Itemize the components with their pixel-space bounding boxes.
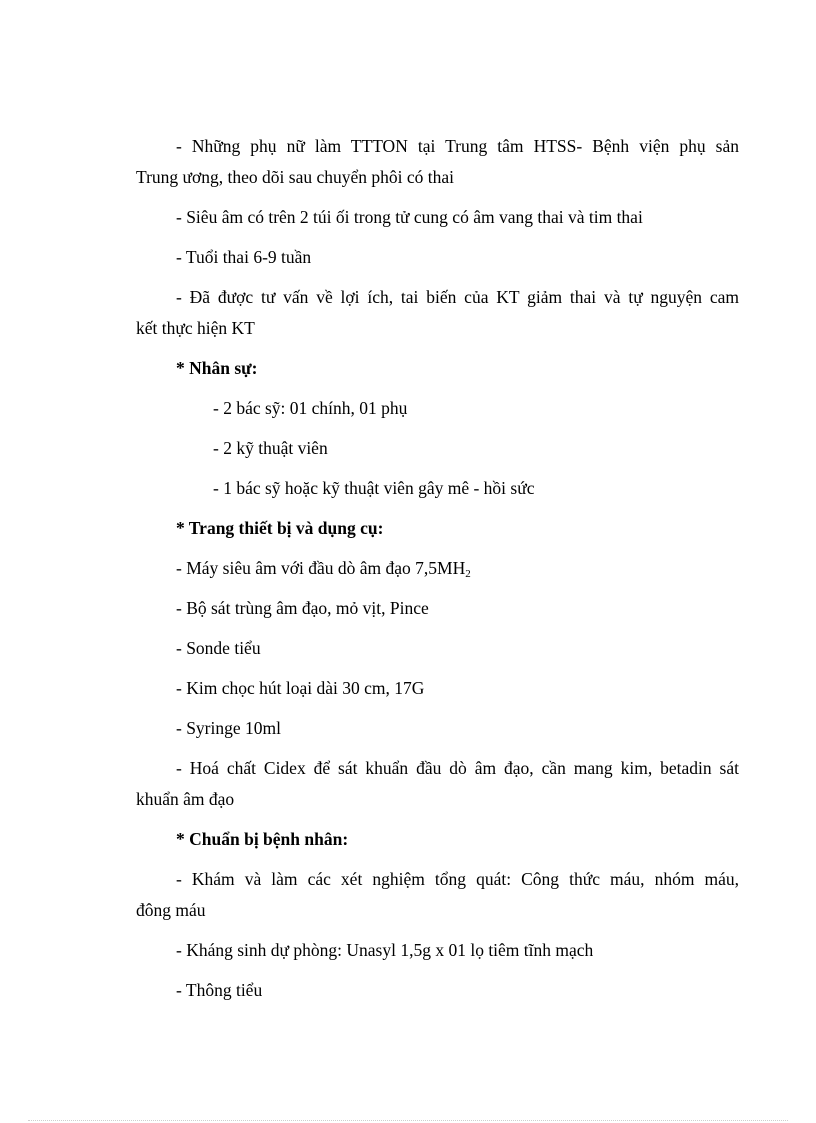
patient-prep-item: - Kháng sinh dự phòng: Unasyl 1,5g x 01 lọ tiêm tĩnh mạch bbox=[176, 940, 594, 960]
staff-heading: * Nhân sự: bbox=[176, 358, 258, 378]
patient-prep-item: - Thông tiểu bbox=[176, 980, 263, 1000]
criteria-item-1 bbox=[136, 131, 739, 193]
ultrasound-text: - Máy siêu âm với đầu dò âm đạo 7,5MH bbox=[176, 558, 466, 578]
criteria-item-2: - Siêu âm có trên 2 túi ối trong tử cung có âm vang thai và tim thai bbox=[176, 207, 643, 227]
criteria-item-1-line-2: Trung ương, theo dõi sau chuyển phôi có thai bbox=[136, 167, 454, 187]
patient-prep-exam bbox=[136, 864, 739, 926]
equipment-item: - Bộ sát trùng âm đạo, mỏ vịt, Pince bbox=[176, 598, 429, 618]
criteria-item-4-line-2: kết thực hiện KT bbox=[136, 318, 255, 338]
page-bottom-divider bbox=[28, 1120, 788, 1121]
equipment-heading: * Trang thiết bị và dụng cụ: bbox=[176, 518, 384, 538]
patient-prep-heading: * Chuẩn bị bệnh nhân: bbox=[176, 829, 349, 849]
criteria-item-1-line-1: - Những phụ nữ làm TTTON tại Trung tâm HTSS- Bệnh viện phụ sản bbox=[176, 136, 739, 156]
equipment-item-ultrasound bbox=[136, 553, 739, 584]
chemicals-line-1: - Hoá chất Cidex để sát khuẩn đầu dò âm đạo, cần mang kim, betadin sát bbox=[176, 758, 739, 778]
equipment-item: - Kim chọc hút loại dài 30 cm, 17G bbox=[176, 678, 425, 698]
staff-item: - 2 kỹ thuật viên bbox=[213, 438, 328, 458]
exam-line-1: - Khám và làm các xét nghiệm tổng quát: Công thức máu, nhóm máu, bbox=[176, 869, 739, 889]
equipment-item: - Sonde tiểu bbox=[176, 638, 261, 658]
staff-item: - 1 bác sỹ hoặc kỹ thuật viên gây mê - hồi sức bbox=[213, 478, 535, 498]
criteria-item-3: - Tuổi thai 6-9 tuần bbox=[176, 247, 312, 267]
chemicals-line-2: khuẩn âm đạo bbox=[136, 789, 235, 809]
staff-item: - 2 bác sỹ: 01 chính, 01 phụ bbox=[213, 398, 408, 418]
ultrasound-subscript: 2 bbox=[465, 568, 471, 580]
exam-line-2: đông máu bbox=[136, 900, 206, 920]
criteria-item-4 bbox=[136, 282, 739, 344]
equipment-item-chemicals bbox=[136, 753, 739, 815]
equipment-item: - Syringe 10ml bbox=[176, 718, 281, 738]
document-body bbox=[136, 131, 739, 1015]
criteria-item-4-line-1: - Đã được tư vấn về lợi ích, tai biến của KT giảm thai và tự nguyện cam bbox=[176, 287, 739, 307]
